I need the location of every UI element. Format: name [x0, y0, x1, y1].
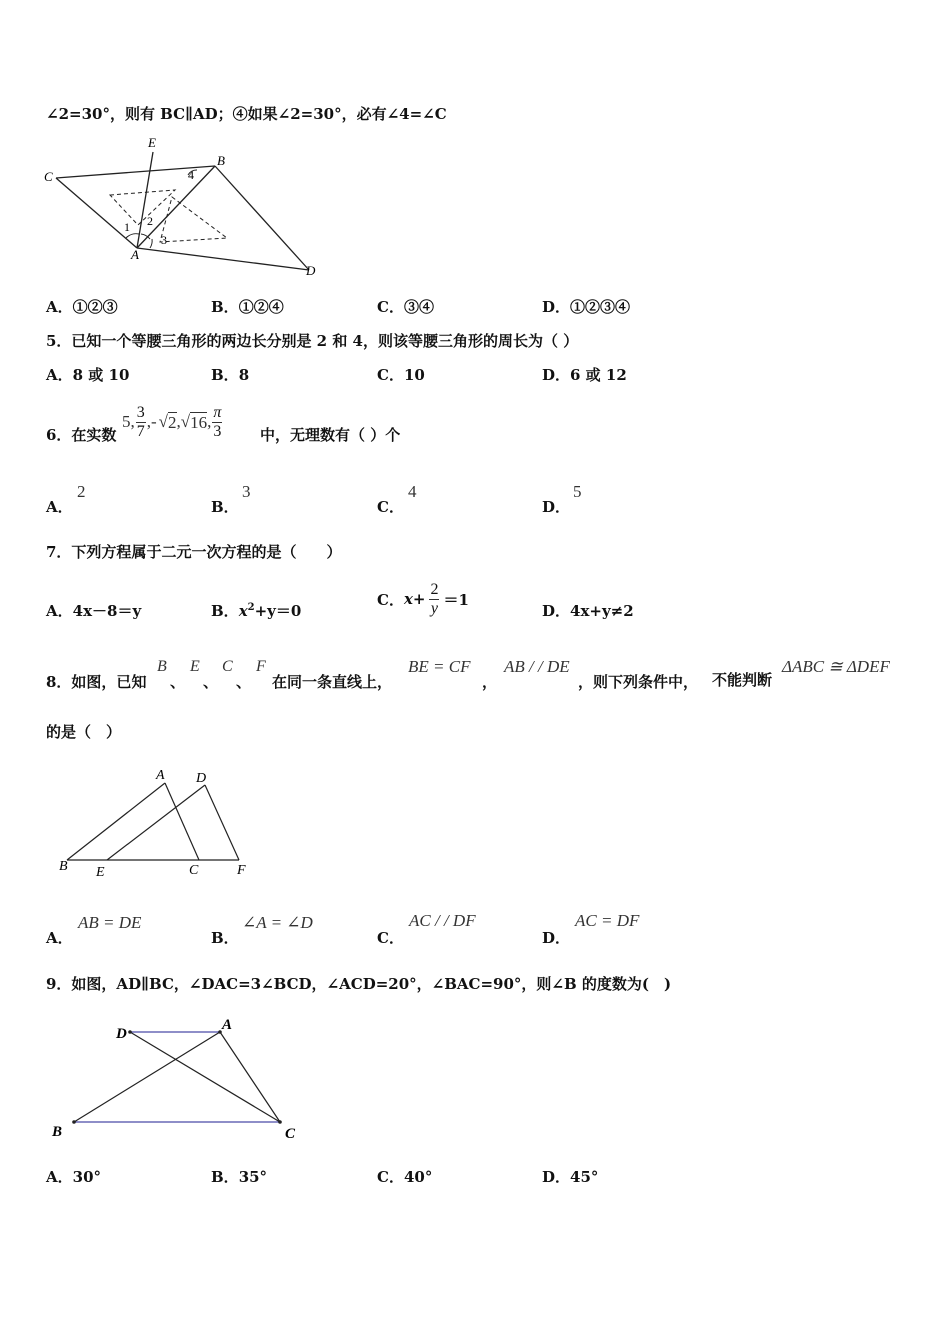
- q8-option-b-value: ∠A = ∠D: [242, 913, 313, 932]
- q4-label-1: 1: [124, 220, 130, 234]
- q6-fraction-pi-3: $\frac{\pi}{3}$: [213, 403, 222, 440]
- q8-stem-mid2: ，则下列条件中，: [578, 673, 699, 691]
- q5-option-b[interactable]: B．8: [211, 366, 250, 384]
- q8-not-determine: 不能判断: [712, 671, 773, 689]
- q7-stem: 7．下列方程属于二元一次方程的是（ ）: [46, 543, 342, 561]
- q8-label-C: C: [189, 863, 199, 878]
- q9-option-a[interactable]: A．30°: [46, 1168, 102, 1186]
- q8-label-D: D: [196, 771, 207, 786]
- q6-stem-pre: 6．在实数: [46, 426, 117, 444]
- q9-option-d[interactable]: D．45°: [542, 1168, 599, 1186]
- q6-number-list: 5, $\frac{3}{7}$ ,- √ 2 , √ 16 , $\frac{\pi}{3}$: [122, 403, 222, 440]
- q4-label-B: B: [217, 153, 225, 168]
- q9-label-A: A: [222, 1017, 233, 1033]
- q6-option-b-value: 3: [242, 482, 251, 501]
- q6-sqrt2: 2: [168, 412, 177, 432]
- q4-label-D: D: [306, 263, 316, 278]
- q8-option-c-value: AC / / DF: [409, 911, 476, 930]
- q4-label-C: C: [44, 169, 53, 184]
- q8-option-c[interactable]: C．: [377, 929, 404, 947]
- q9-label-B: B: [52, 1124, 63, 1140]
- q4-line: ∠2=30°，则有 BC∥AD；④如果∠2=30°，必有∠4=∠C: [46, 105, 447, 123]
- q7-option-d[interactable]: D．4x+y≠2: [542, 602, 634, 620]
- q8-point-b: B: [157, 658, 167, 675]
- q8-option-d[interactable]: D．: [542, 929, 571, 947]
- q6-option-d[interactable]: D．: [542, 498, 571, 516]
- q8-point-e: E: [190, 658, 200, 675]
- q9-option-c[interactable]: C．40°: [377, 1168, 433, 1186]
- q8-stem-end: 的是（ ）: [46, 723, 122, 741]
- q6-sqrt16: 16: [190, 412, 208, 432]
- q8-sep-3: 、: [236, 673, 252, 691]
- q9-stem: 9．如图，AD∥BC，∠DAC=3∠BCD，∠ACD=20°，∠BAC=90°，则∠B 的度数为( ): [46, 975, 672, 993]
- q9-option-b[interactable]: B．35°: [211, 1168, 268, 1186]
- q8-sep-2: 、: [203, 673, 219, 691]
- q8-label-E: E: [96, 865, 105, 880]
- q5-option-d[interactable]: D．6 或 12: [542, 366, 627, 384]
- q8-point-f: F: [256, 658, 266, 675]
- q5-stem: 5．已知一个等腰三角形的两边长分别是 2 和 4，则该等腰三角形的周长为（ ）: [46, 332, 579, 350]
- q6-option-d-value: 5: [573, 482, 582, 501]
- q8-stem-pre: 8．如图，已知: [46, 673, 147, 691]
- q4-figure: [40, 135, 330, 280]
- q9-label-D: D: [116, 1026, 127, 1042]
- q8-figure: [55, 765, 260, 880]
- q8-label-B: B: [59, 859, 68, 874]
- q5-option-c[interactable]: C．10: [377, 366, 425, 384]
- q8-option-b[interactable]: B．: [211, 929, 239, 947]
- q9-label-C: C: [285, 1126, 296, 1142]
- q8-option-a-value: AB = DE: [78, 913, 142, 932]
- q6-option-a[interactable]: A．: [46, 498, 73, 516]
- q8-cond-be-cf: BE = CF: [408, 657, 471, 676]
- q8-congruence: ΔABC ≅ ΔDEF: [782, 657, 890, 676]
- q5-option-a[interactable]: A．8 或 10: [46, 366, 130, 384]
- q7-option-b[interactable]: B．$x^2+y=0$: [211, 602, 302, 620]
- q8-point-c: C: [222, 658, 233, 675]
- q6-option-b[interactable]: B．: [211, 498, 239, 516]
- q8-sep-1: 、: [170, 673, 186, 691]
- q8-label-F: F: [237, 863, 246, 878]
- q4-label-E: E: [148, 135, 156, 150]
- q7-option-c[interactable]: C． x+ $\frac{2}{y}$ ＝1: [377, 580, 469, 617]
- q6-option-a-value: 2: [77, 482, 86, 501]
- q4-label-4: 4: [188, 168, 194, 182]
- q6-option-c[interactable]: C．: [377, 498, 404, 516]
- q8-option-d-value: AC = DF: [575, 911, 640, 930]
- q4-label-3: 3: [161, 233, 167, 247]
- q8-comma: ，: [482, 673, 498, 691]
- q9-figure: [45, 1010, 310, 1145]
- q4-option-b[interactable]: B．①②④: [211, 298, 284, 316]
- q8-cond-ab-de: AB / / DE: [504, 657, 570, 676]
- q4-option-d[interactable]: D．①②③④: [542, 298, 631, 316]
- q4-label-A: A: [131, 247, 139, 262]
- q6-fraction-3-7: $\frac{3}{7}$: [136, 403, 145, 440]
- q7-option-a[interactable]: A．4x－8＝y: [46, 602, 142, 620]
- q8-label-A: A: [156, 768, 165, 783]
- q4-option-a[interactable]: A．①②③: [46, 298, 118, 316]
- q8-stem-mid: 在同一条直线上，: [272, 673, 393, 691]
- q4-option-c[interactable]: C．③④: [377, 298, 434, 316]
- q7-fraction-2-y: $\frac{2}{y}$: [430, 580, 439, 617]
- q4-label-2: 2: [147, 214, 153, 228]
- q6-option-c-value: 4: [408, 482, 417, 501]
- q8-option-a[interactable]: A．: [46, 929, 73, 947]
- q6-stem-post: 中，无理数有（ ）个: [260, 426, 401, 444]
